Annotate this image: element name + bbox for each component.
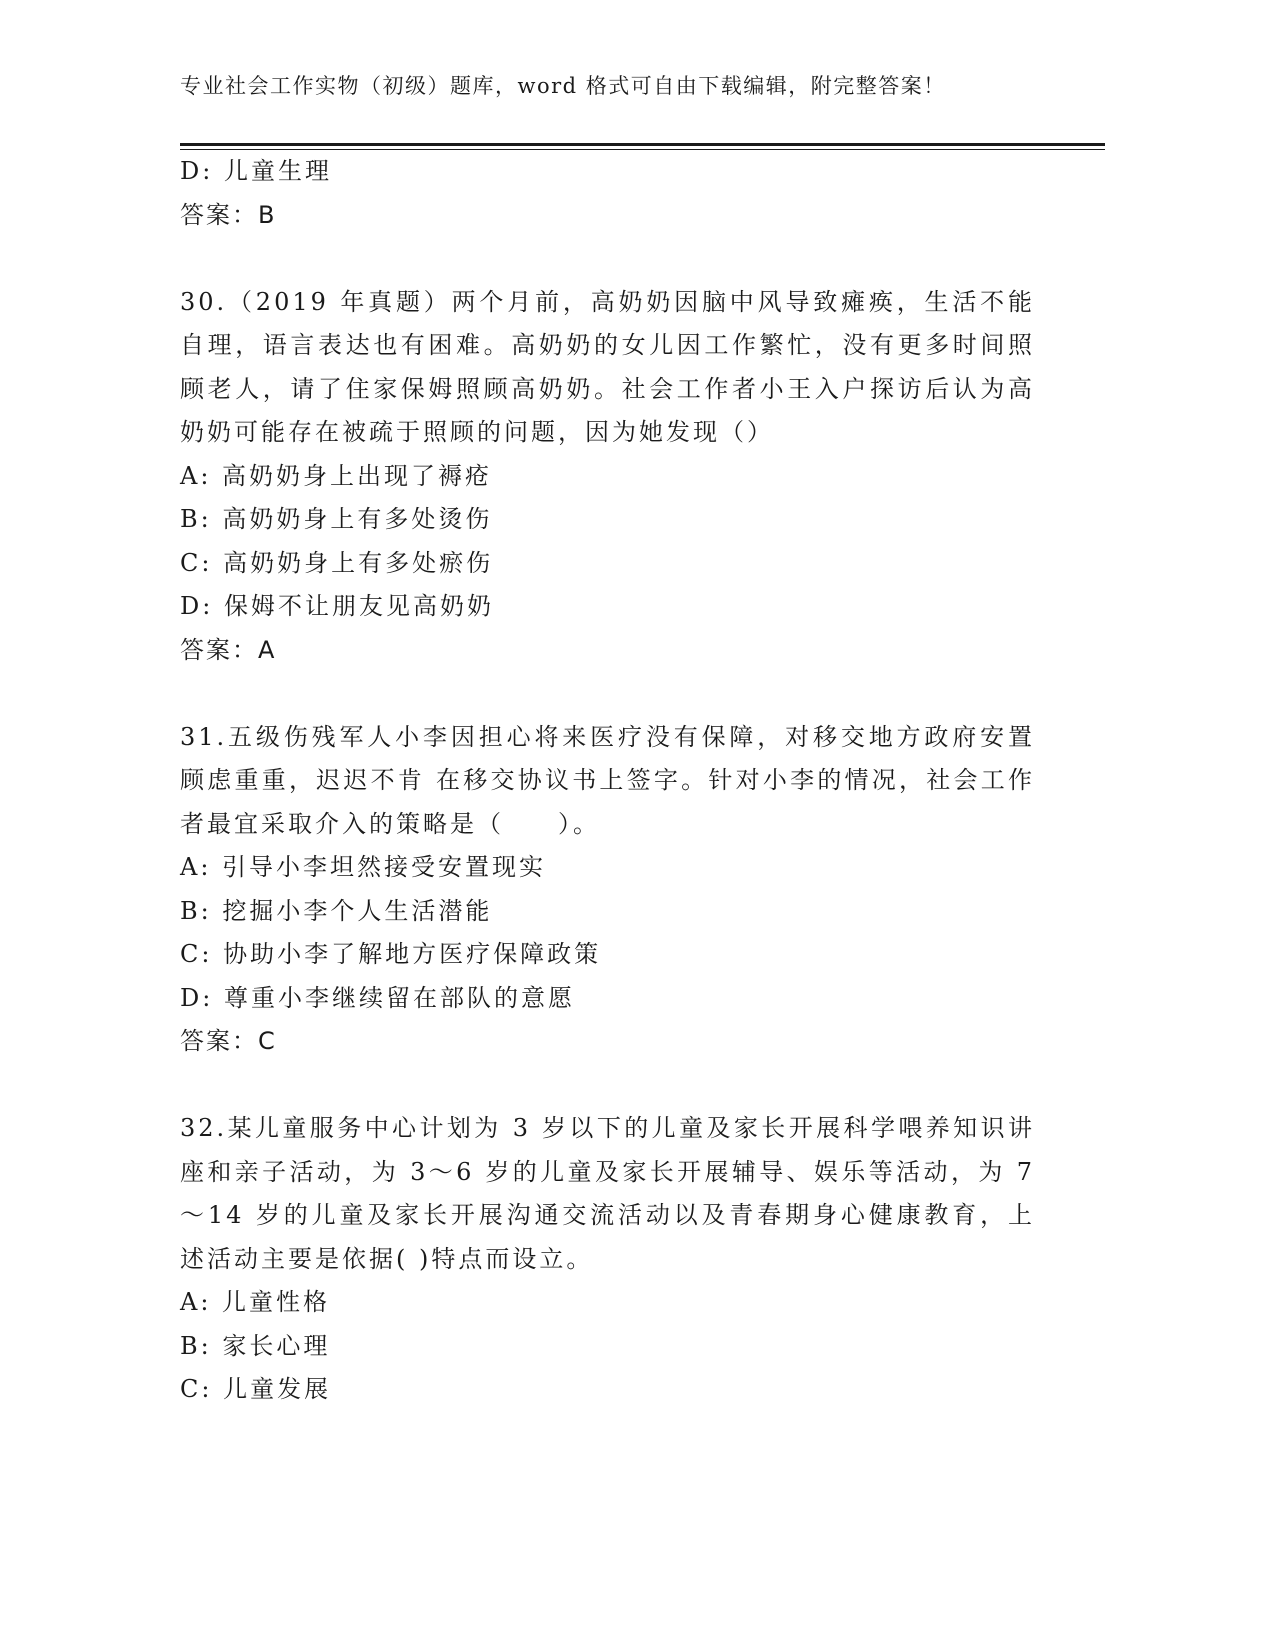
- spacer: [180, 237, 1040, 281]
- option-d: D: 尊重小李继续留在部队的意愿: [180, 983, 575, 1012]
- header-divider: [180, 143, 1105, 146]
- question-stem-30: 30.（2019 年真题）两个月前，高奶奶因脑中风导致瘫痪，生活不能自理，语言表达也有困难。高奶奶的女儿因工作繁忙，没有更多时间照顾老人，请了住家保姆照顾高奶奶。社会工作者小王入户探访后认为高奶奶可能存在被疏于照顾的问题，因为她发现（）: [180, 287, 1035, 446]
- option-b: B: 家长心理: [180, 1331, 331, 1360]
- option-c: C: 高奶奶身上有多处瘀伤: [180, 548, 494, 577]
- option-b: B: 挖掘小李个人生活潜能: [180, 896, 493, 925]
- option-a: A: 儿童性格: [180, 1288, 331, 1316]
- option-a: A: 引导小李坦然接受安置现实: [180, 853, 547, 881]
- option-d: D: 保姆不让朋友见高奶奶: [180, 592, 494, 620]
- page-header: 专业社会工作实物（初级）题库，word 格式可自由下载编辑，附完整答案！: [180, 74, 946, 98]
- option-b: B: 高奶奶身上有多处烫伤: [180, 505, 493, 533]
- answer: 答案：B: [180, 200, 277, 229]
- answer: 答案：A: [180, 635, 277, 664]
- option-a: A: 高奶奶身上出现了褥疮: [180, 461, 493, 490]
- question-stem-31: 31.五级伤残军人小李因担心将来医疗没有保障，对移交地方政府安置顾虑重重，迟迟不肯 在移交协议书上签字。针对小李的情况，社会工作者最宜采取介入的策略是（ ）。: [180, 722, 1035, 838]
- question-content: [180, 150, 1040, 1412]
- option-c: C: 协助小李了解地方医疗保障政策: [180, 940, 602, 968]
- answer: 答案：C: [180, 1027, 277, 1055]
- option-c: C: 儿童发展: [180, 1375, 332, 1403]
- question-stem-32: 32.某儿童服务中心计划为 3 岁以下的儿童及家长开展科学喂养知识讲座和亲子活动，为 3～6 岁的儿童及家长开展辅导、娱乐等活动，为 7～14 岁的儿童及家长开展沟通交流活动以及青春期身心健康教育，上述活动主要是依据( )特点而设立。: [180, 1114, 1035, 1273]
- option-d: D: 儿童生理: [180, 157, 332, 185]
- spacer: [180, 1064, 1040, 1108]
- spacer: [180, 672, 1040, 716]
